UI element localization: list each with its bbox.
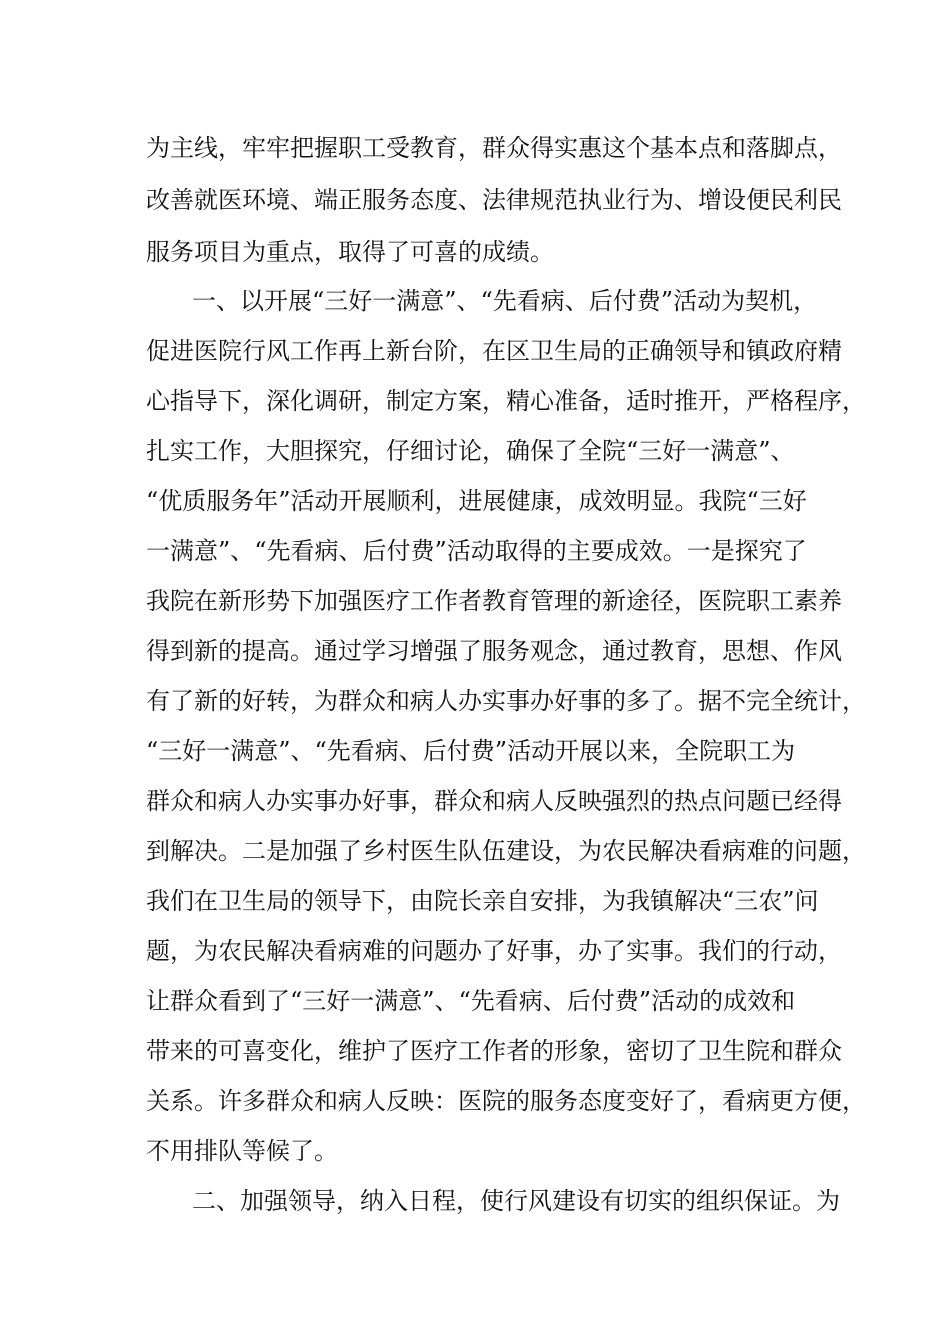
text-line-21: 不用排队等候了。: [146, 1137, 338, 1165]
text-line-6: 心指导下，深化调研，制定方案，精心准备，适时推开，严格程序，: [146, 387, 866, 415]
text-line-15: 到解决。二是加强了乡村医生队伍建设，为农民解决看病难的问题，: [146, 837, 866, 865]
text-line-14: 群众和病人办实事办好事，群众和病人反映强烈的热点问题已经得: [146, 787, 842, 815]
text-line-11: 得到新的提高。通过学习增强了服务观念，通过教育，思想、作风: [146, 637, 842, 665]
text-line-16: 我们在卫生局的领导下，由院长亲自安排，为我镇解决“三农”问: [146, 887, 819, 915]
text-line-20: 关系。许多群众和病人反映：医院的服务态度变好了，看病更方便，: [146, 1087, 866, 1115]
text-line-19: 带来的可喜变化，维护了医疗工作者的形象，密切了卫生院和群众: [146, 1037, 842, 1065]
text-line-9: 一满意”、“先看病、后付费”活动取得的主要成效。一是探究了: [146, 537, 807, 565]
text-line-13: “三好一满意”、“先看病、后付费”活动开展以来，全院职工为: [146, 737, 796, 765]
text-line-3: 服务项目为重点，取得了可喜的成绩。: [146, 238, 554, 266]
text-line-10: 我院在新形势下加强医疗工作者教育管理的新途径，医院职工素养: [146, 587, 842, 615]
text-line-18: 让群众看到了“三好一满意”、“先看病、后付费”活动的成效和: [146, 987, 796, 1015]
text-line-1: 为主线，牢牢把握职工受教育，群众得实惠这个基本点和落脚点，: [146, 134, 842, 162]
text-line-5: 促进医院行风工作再上新台阶，在区卫生局的正确领导和镇政府精: [146, 337, 842, 365]
text-line-17: 题，为农民解决看病难的问题办了好事，办了实事。我们的行动，: [146, 937, 842, 965]
text-line-2: 改善就医环境、端正服务态度、法律规范执业行为、增设便民利民: [146, 186, 842, 214]
text-line-7: 扎实工作，大胆探究，仔细讨论，确保了全院“三好一满意”、: [146, 437, 795, 465]
text-line-12: 有了新的好转，为群众和病人办实事办好事的多了。据不完全统计，: [146, 687, 866, 715]
paragraph-1-first-line: 一、以开展“三好一满意”、“先看病、后付费”活动为契机，: [192, 287, 818, 315]
text-line-8: “优质服务年”活动开展顺利，进展健康，成效明显。我院“三好: [146, 487, 807, 515]
paragraph-2-first-line: 二、加强领导，纳入日程，使行风建设有切实的组织保证。为: [192, 1187, 840, 1215]
